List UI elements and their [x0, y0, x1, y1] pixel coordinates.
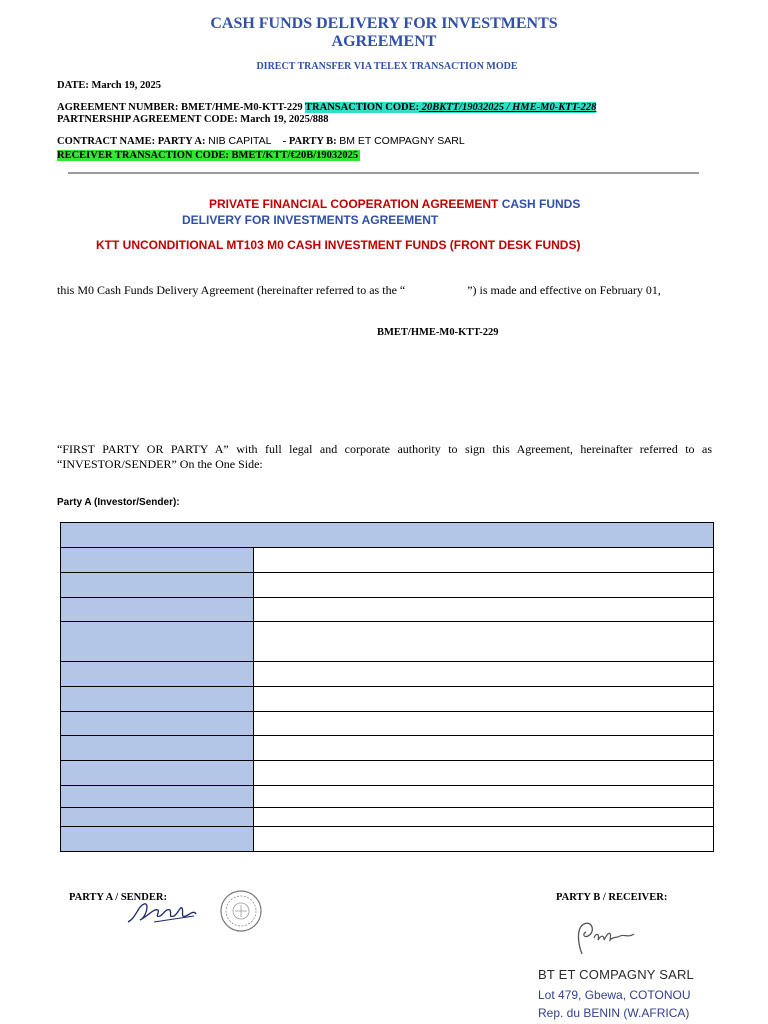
- table-value-cell[interactable]: [254, 786, 714, 808]
- intro-right: ”) is made and effective on February 01,: [467, 283, 661, 297]
- table-row: [61, 786, 714, 808]
- receiver-address-line2: Rep. du BENIN (W.AFRICA): [538, 1006, 690, 1020]
- table-value-cell[interactable]: [254, 687, 714, 712]
- table-row: [61, 598, 714, 622]
- receiver-company-name: BT ET COMPAGNY SARL: [538, 967, 694, 982]
- table-value-cell[interactable]: [254, 827, 714, 852]
- party-b-name: BM ET COMPAGNY SARL: [339, 135, 465, 147]
- transaction-code-label: TRANSACTION CODE:: [305, 102, 420, 113]
- table-header-cell: [61, 523, 714, 548]
- table-row: [61, 622, 714, 662]
- private-agreement-blue1: CASH FUNDS: [501, 197, 581, 211]
- table-value-cell[interactable]: [254, 761, 714, 786]
- party-a-signature-icon: [124, 896, 204, 928]
- intro-paragraph: [57, 283, 661, 298]
- date-line: DATE: March 19, 2025: [57, 80, 162, 91]
- table-value-cell[interactable]: [254, 662, 714, 687]
- table-header-row: [61, 523, 714, 548]
- table-row: [61, 573, 714, 598]
- table-label-cell: [61, 761, 254, 786]
- table-label-cell: [61, 827, 254, 852]
- official-seal-icon: [219, 888, 263, 934]
- table-row: [61, 808, 714, 827]
- horizontal-divider: [68, 172, 699, 174]
- table-value-cell[interactable]: [254, 573, 714, 598]
- reference-code: BMET/HME-M0-KTT-229: [377, 327, 499, 338]
- transaction-code-value: 20BKTT/19032025 / HME-M0-KTT-228: [421, 102, 597, 113]
- table-row: [61, 662, 714, 687]
- document-subtitle: DIRECT TRANSFER VIA TELEX TRANSACTION MODE: [256, 61, 518, 72]
- table-label-cell: [61, 548, 254, 573]
- party-a-sender-label: PARTY A / SENDER:: [69, 892, 167, 903]
- ktt-heading: KTT UNCONDITIONAL MT103 M0 CASH INVESTMENT FUNDS (FRONT DESK FUNDS): [96, 238, 581, 252]
- party-b-label: - PARTY B:: [282, 136, 337, 147]
- table-value-cell[interactable]: [254, 808, 714, 827]
- table-label-cell: [61, 687, 254, 712]
- table-label-cell: [61, 736, 254, 761]
- table-row: [61, 827, 714, 852]
- table-label-cell: [61, 786, 254, 808]
- private-agreement-heading: [209, 197, 580, 211]
- table-value-cell[interactable]: [254, 622, 714, 662]
- agreement-number-line: [57, 102, 596, 113]
- private-agreement-red: PRIVATE FINANCIAL COOPERATION AGREEMENT: [209, 197, 499, 211]
- table-value-cell[interactable]: [254, 598, 714, 622]
- party-b-receiver-label: PARTY B / RECEIVER:: [556, 892, 668, 903]
- contract-name-line: [57, 135, 465, 147]
- table-label-cell: [61, 662, 254, 687]
- receiver-address-line1: Lot 479, Gbewa, COTONOU: [538, 988, 691, 1002]
- table-row: [61, 712, 714, 736]
- party-a-table: [60, 522, 714, 852]
- table-row: [61, 687, 714, 712]
- partnership-code-line: PARTNERSHIP AGREEMENT CODE: March 19, 2025/888: [57, 114, 329, 125]
- table-label-cell: [61, 622, 254, 662]
- table-label-cell: [61, 808, 254, 827]
- first-party-line2: “INVESTOR/SENDER” On the One Side:: [57, 457, 263, 471]
- receiver-transaction-code: RECEIVER TRANSACTION CODE: BMET/KTT/€20B/19032025: [57, 150, 359, 161]
- table-label-cell: [61, 598, 254, 622]
- table-label-cell: [61, 712, 254, 736]
- document-title-line1: CASH FUNDS DELIVERY FOR INVESTMENTS: [210, 15, 558, 32]
- table-value-cell[interactable]: [254, 736, 714, 761]
- table-value-cell[interactable]: [254, 548, 714, 573]
- table-row: [61, 548, 714, 573]
- table-value-cell[interactable]: [254, 712, 714, 736]
- party-a-name: NIB CAPITAL: [208, 135, 272, 147]
- contract-name-label: CONTRACT NAME: PARTY A:: [57, 136, 206, 147]
- first-party-line1: “FIRST PARTY OR PARTY A” with full legal and corporate authority to sign this Agreement, hereinafter referred to as: [57, 442, 712, 456]
- table-row: [61, 761, 714, 786]
- document-title-line2: AGREEMENT: [331, 33, 437, 50]
- party-b-signature-icon: [568, 914, 642, 960]
- agreement-number: AGREEMENT NUMBER: BMET/HME-M0-KTT-229: [57, 102, 303, 113]
- party-a-heading: Party A (Investor/Sender):: [57, 497, 180, 508]
- table-row: [61, 736, 714, 761]
- intro-left: this M0 Cash Funds Delivery Agreement (hereinafter referred to as the “: [57, 283, 406, 297]
- private-agreement-blue2: DELIVERY FOR INVESTMENTS AGREEMENT: [182, 213, 439, 227]
- table-label-cell: [61, 573, 254, 598]
